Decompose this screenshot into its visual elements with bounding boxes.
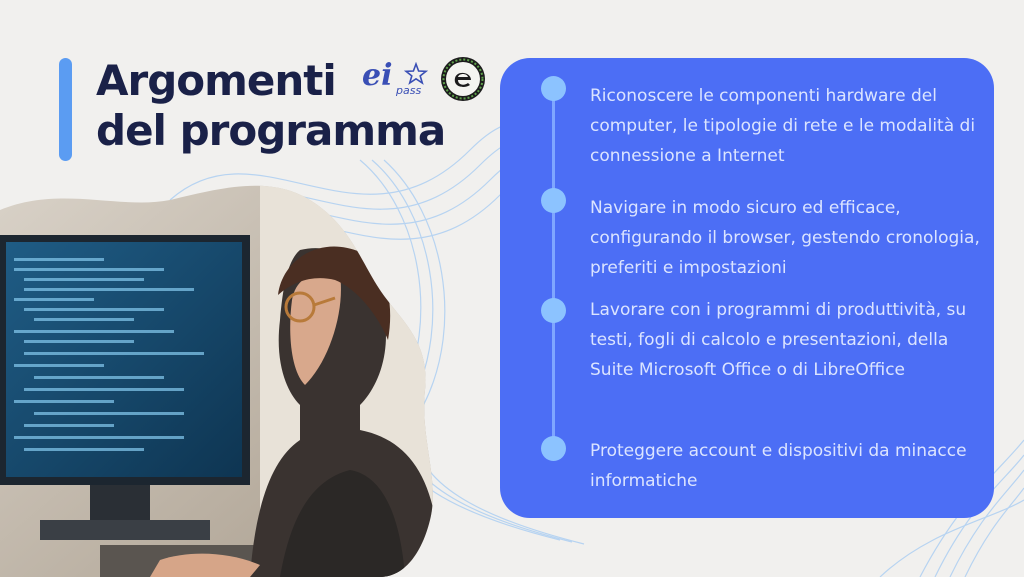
eipass-logo-pass: pass: [396, 84, 422, 97]
topic-text: Riconoscere le componenti hardware del computer, le tipologie di rete e le modalità di connessione a Internet: [590, 86, 976, 166]
topic-text: Navigare in modo sicuro ed efficace, configurando il browser, gestendo cronologia, preferiti e impostazioni: [590, 198, 980, 278]
timeline-dot: [541, 76, 566, 101]
timeline-dot: [541, 298, 566, 323]
certification-seal-icon: [440, 56, 486, 102]
eipass-logo: [362, 58, 432, 97]
timeline-dot: [541, 436, 566, 461]
star-icon: [404, 62, 428, 86]
title-accent-bar: [59, 58, 72, 161]
topic-text: Proteggere account e dispositivi da minacce informatiche: [590, 441, 967, 491]
page-title: Argomenti del programma: [96, 56, 446, 155]
person-at-computer-photo: [0, 180, 470, 577]
eipass-logo-ei: ei: [362, 58, 393, 93]
timeline-dot: [541, 188, 566, 213]
topics-panel: [500, 58, 994, 518]
topic-text: Lavorare con i programmi di produttività, su testi, fogli di calcolo e presentazioni, della Suite Microsoft Office o di LibreOffice: [590, 300, 967, 380]
timeline-line: [552, 88, 555, 448]
